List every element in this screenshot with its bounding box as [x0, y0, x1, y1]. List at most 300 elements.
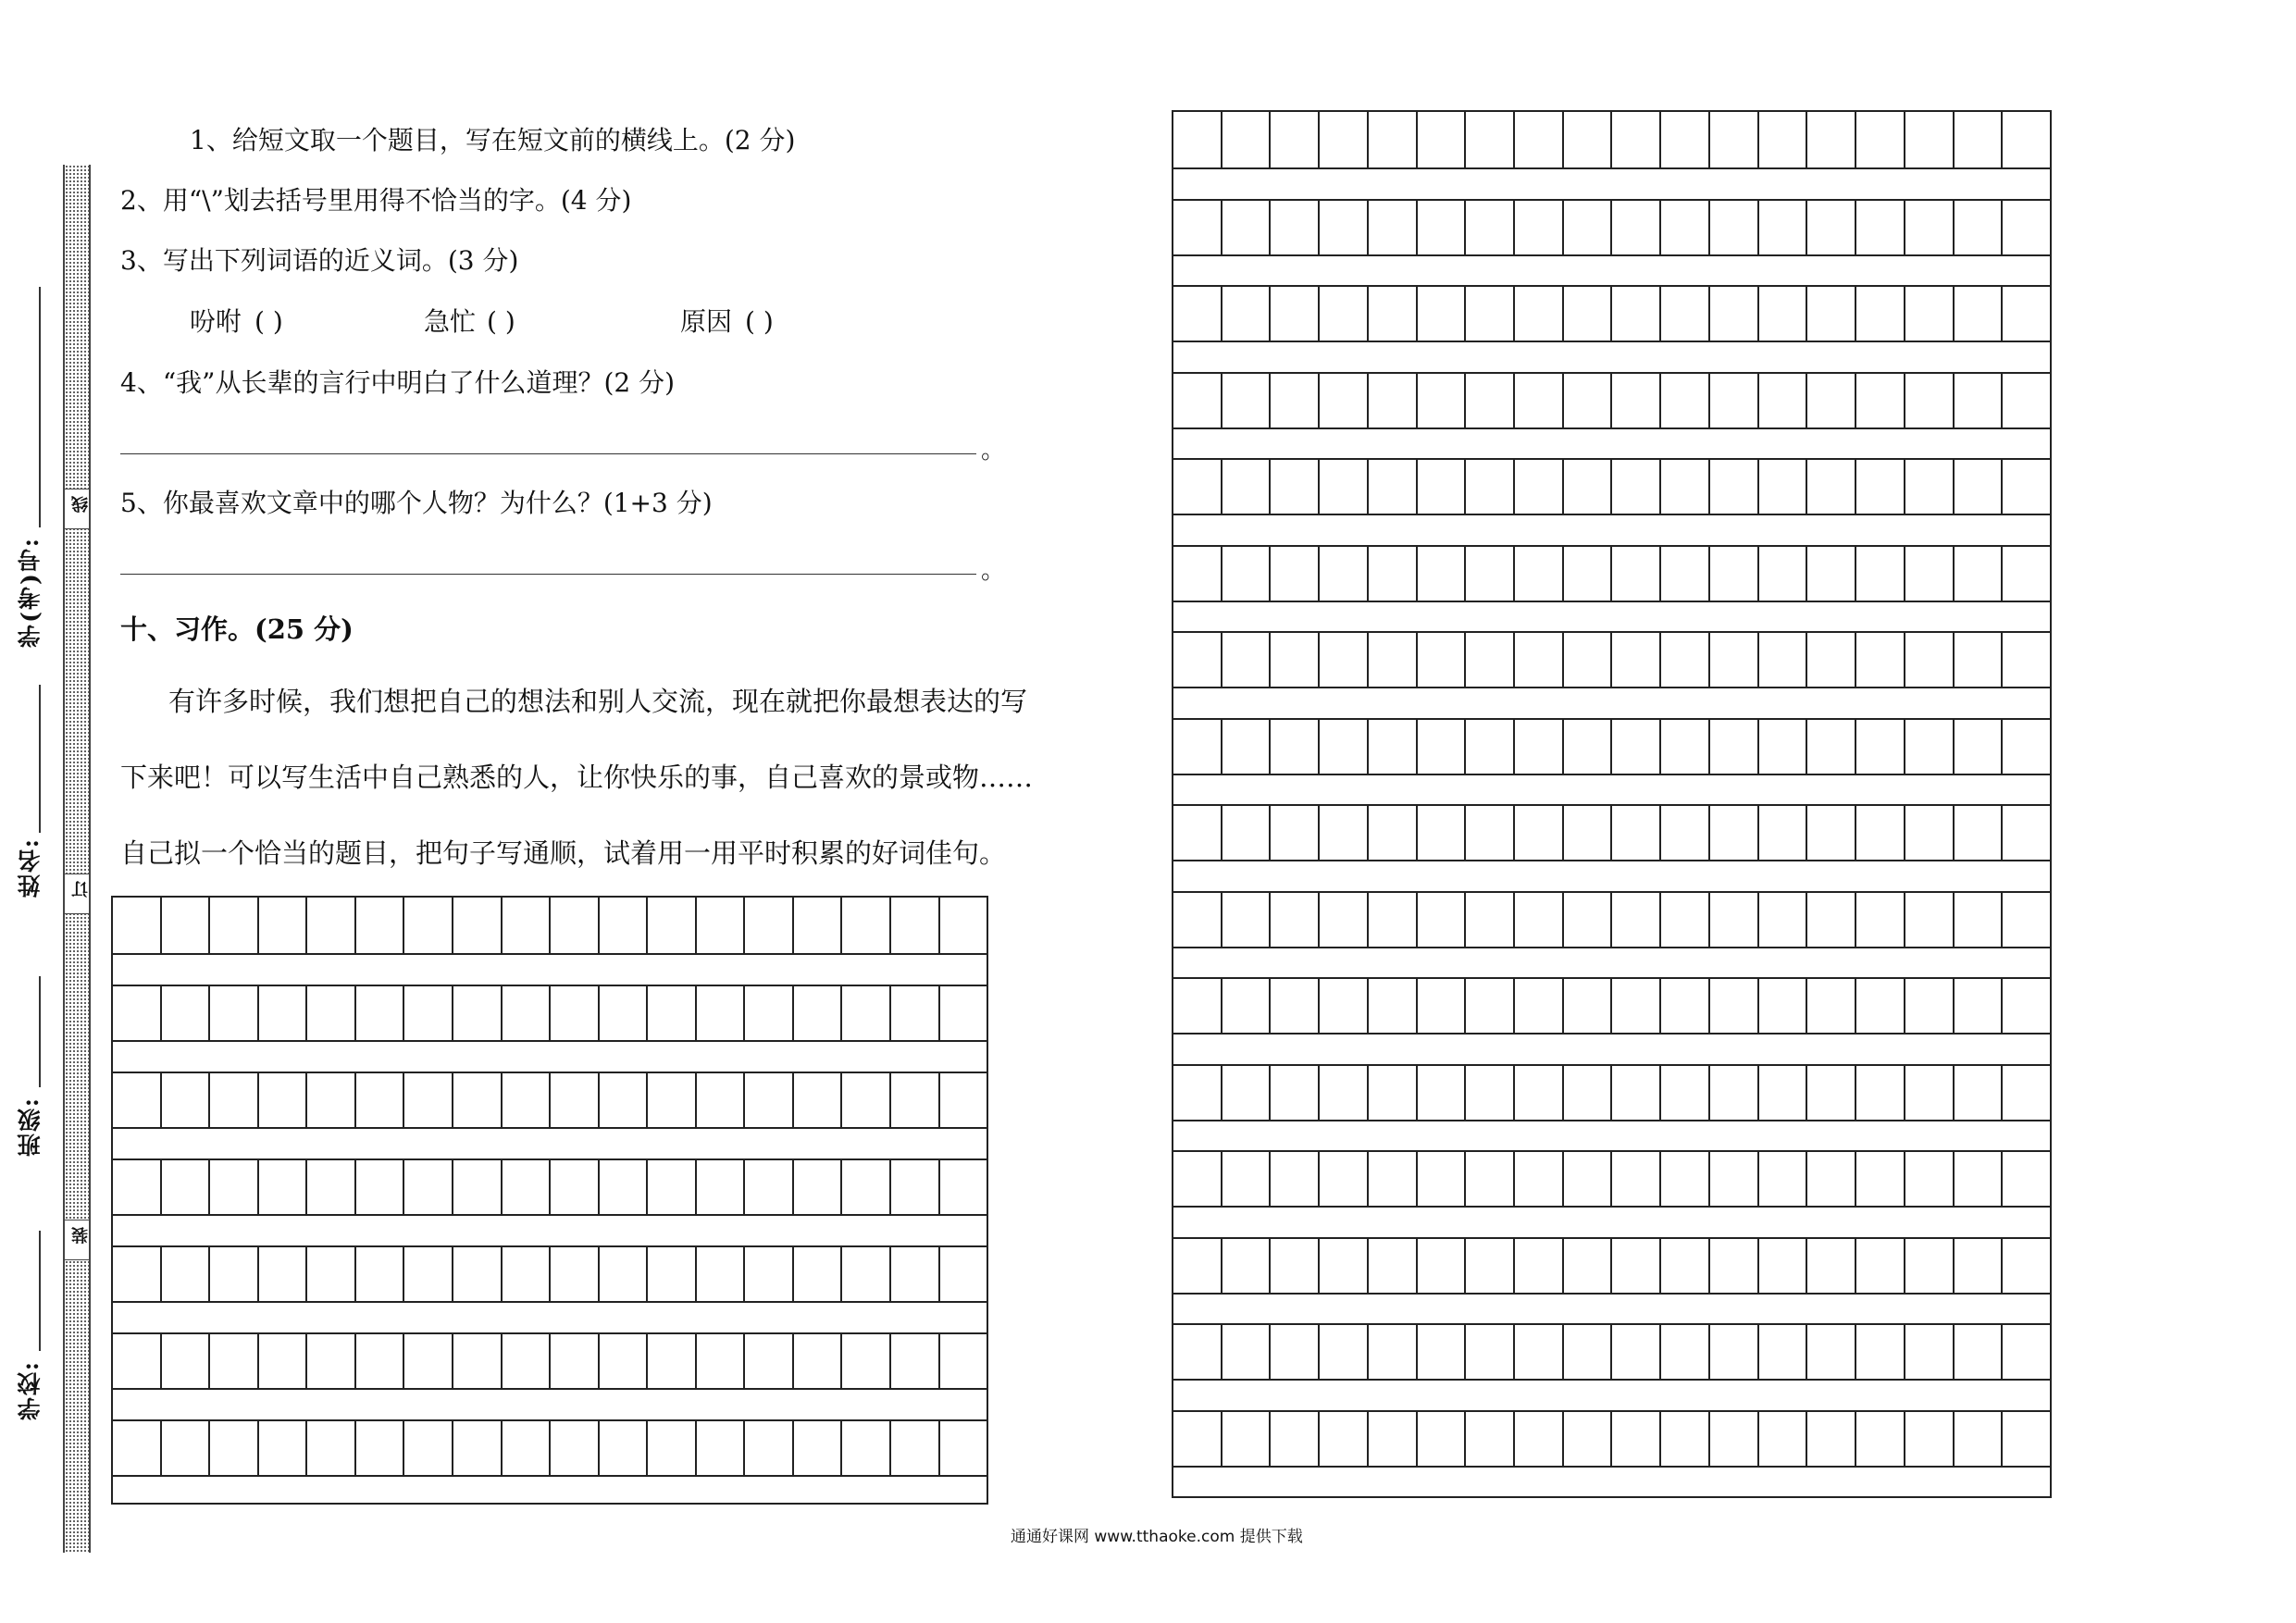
- grid-cell[interactable]: [1271, 806, 1320, 860]
- grid-cell[interactable]: [1515, 201, 1564, 254]
- grid-cell[interactable]: [1612, 1066, 1661, 1120]
- grid-cell[interactable]: [1564, 806, 1613, 860]
- grid-cell[interactable]: [891, 1421, 940, 1475]
- grid-cell[interactable]: [1173, 720, 1222, 774]
- grid-cell[interactable]: [1466, 547, 1515, 601]
- grid-cell[interactable]: [1612, 1412, 1661, 1466]
- grid-cell[interactable]: [1710, 374, 1759, 427]
- grid-cell[interactable]: [1564, 1066, 1613, 1120]
- grid-cell[interactable]: [1271, 1325, 1320, 1379]
- grid-cell[interactable]: [453, 986, 503, 1040]
- grid-cell[interactable]: [307, 1247, 356, 1301]
- grid-cell[interactable]: [1222, 1066, 1272, 1120]
- grid-cell[interactable]: [1564, 1325, 1613, 1379]
- grid-cell[interactable]: [453, 898, 503, 953]
- grid-cell[interactable]: [2003, 806, 2050, 860]
- grid-cell[interactable]: [1369, 287, 1418, 341]
- grid-cell[interactable]: [356, 1421, 405, 1475]
- grid-cell[interactable]: [1612, 633, 1661, 687]
- grid-cell[interactable]: [1955, 720, 2004, 774]
- grid-cell[interactable]: [1759, 1239, 1808, 1293]
- grid-cell[interactable]: [842, 1073, 891, 1127]
- grid-cell[interactable]: [2003, 287, 2050, 341]
- grid-cell[interactable]: [1905, 1412, 1955, 1466]
- grid-cell[interactable]: [600, 898, 649, 953]
- grid-cell[interactable]: [1466, 720, 1515, 774]
- grid-cell[interactable]: [1564, 720, 1613, 774]
- synonym-blank-2[interactable]: ( ): [487, 306, 515, 337]
- grid-cell[interactable]: [1807, 112, 1856, 167]
- grid-cell[interactable]: [1320, 893, 1369, 947]
- grid-cell[interactable]: [1955, 287, 2004, 341]
- grid-cell[interactable]: [1955, 112, 2004, 167]
- grid-cell[interactable]: [940, 1334, 987, 1388]
- grid-cell[interactable]: [1807, 806, 1856, 860]
- grid-cell[interactable]: [1955, 979, 2004, 1033]
- grid-cell[interactable]: [503, 1421, 552, 1475]
- grid-cell[interactable]: [1564, 979, 1613, 1033]
- grid-cell[interactable]: [1271, 201, 1320, 254]
- grid-cell[interactable]: [1173, 893, 1222, 947]
- grid-cell[interactable]: [1905, 979, 1955, 1033]
- grid-cell[interactable]: [1807, 633, 1856, 687]
- grid-cell[interactable]: [1271, 112, 1320, 167]
- grid-cell[interactable]: [697, 1247, 746, 1301]
- grid-cell[interactable]: [891, 898, 940, 953]
- grid-cell[interactable]: [794, 1334, 843, 1388]
- grid-cell[interactable]: [1173, 201, 1222, 254]
- grid-cell[interactable]: [1905, 720, 1955, 774]
- grid-cell[interactable]: [162, 1160, 211, 1214]
- grid-cell[interactable]: [453, 1247, 503, 1301]
- grid-cell[interactable]: [1759, 1412, 1808, 1466]
- grid-cell[interactable]: [1271, 1412, 1320, 1466]
- grid-cell[interactable]: [356, 1334, 405, 1388]
- grid-cell[interactable]: [1612, 1325, 1661, 1379]
- grid-cell[interactable]: [1564, 547, 1613, 601]
- grid-cell[interactable]: [551, 898, 600, 953]
- grid-cell[interactable]: [2003, 460, 2050, 514]
- grid-cell[interactable]: [697, 1421, 746, 1475]
- grid-cell[interactable]: [1466, 979, 1515, 1033]
- grid-cell[interactable]: [842, 1421, 891, 1475]
- grid-cell[interactable]: [842, 986, 891, 1040]
- writing-grid-right[interactable]: [1172, 110, 2052, 1498]
- grid-cell[interactable]: [1807, 1239, 1856, 1293]
- grid-cell[interactable]: [1710, 979, 1759, 1033]
- grid-cell[interactable]: [1173, 1239, 1222, 1293]
- grid-cell[interactable]: [1856, 893, 1905, 947]
- grid-cell[interactable]: [1807, 720, 1856, 774]
- grid-cell[interactable]: [1905, 460, 1955, 514]
- grid-cell[interactable]: [1661, 633, 1710, 687]
- grid-cell[interactable]: [1418, 1412, 1467, 1466]
- grid-cell[interactable]: [307, 1334, 356, 1388]
- grid-cell[interactable]: [1173, 547, 1222, 601]
- grid-cell[interactable]: [1807, 201, 1856, 254]
- grid-cell[interactable]: [1418, 460, 1467, 514]
- grid-cell[interactable]: [1466, 633, 1515, 687]
- grid-cell[interactable]: [1369, 720, 1418, 774]
- grid-cell[interactable]: [842, 1247, 891, 1301]
- grid-cell[interactable]: [745, 986, 794, 1040]
- grid-cell[interactable]: [1856, 979, 1905, 1033]
- grid-cell[interactable]: [697, 1160, 746, 1214]
- grid-cell[interactable]: [1807, 1152, 1856, 1206]
- grid-cell[interactable]: [551, 1160, 600, 1214]
- grid-cell[interactable]: [2003, 1066, 2050, 1120]
- grid-cell[interactable]: [1271, 1152, 1320, 1206]
- grid-cell[interactable]: [1271, 547, 1320, 601]
- grid-cell[interactable]: [1856, 1412, 1905, 1466]
- grid-cell[interactable]: [794, 1160, 843, 1214]
- grid-cell[interactable]: [1515, 893, 1564, 947]
- grid-cell[interactable]: [648, 1247, 697, 1301]
- grid-cell[interactable]: [1856, 460, 1905, 514]
- grid-cell[interactable]: [1759, 460, 1808, 514]
- grid-cell[interactable]: [1710, 1325, 1759, 1379]
- grid-cell[interactable]: [1661, 893, 1710, 947]
- grid-cell[interactable]: [1222, 1325, 1272, 1379]
- grid-cell[interactable]: [891, 1160, 940, 1214]
- grid-cell[interactable]: [794, 1073, 843, 1127]
- grid-cell[interactable]: [1905, 1152, 1955, 1206]
- grid-cell[interactable]: [2003, 1239, 2050, 1293]
- grid-cell[interactable]: [1320, 720, 1369, 774]
- grid-cell[interactable]: [648, 898, 697, 953]
- grid-cell[interactable]: [1320, 374, 1369, 427]
- grid-cell[interactable]: [940, 1247, 987, 1301]
- grid-cell[interactable]: [2003, 374, 2050, 427]
- grid-cell[interactable]: [891, 986, 940, 1040]
- grid-cell[interactable]: [745, 1160, 794, 1214]
- grid-cell[interactable]: [2003, 633, 2050, 687]
- grid-cell[interactable]: [1661, 112, 1710, 167]
- grid-cell[interactable]: [1369, 633, 1418, 687]
- grid-cell[interactable]: [1271, 374, 1320, 427]
- grid-cell[interactable]: [1856, 201, 1905, 254]
- grid-cell[interactable]: [1661, 1066, 1710, 1120]
- grid-cell[interactable]: [2003, 893, 2050, 947]
- grid-cell[interactable]: [307, 986, 356, 1040]
- grid-cell[interactable]: [1759, 201, 1808, 254]
- grid-cell[interactable]: [1612, 460, 1661, 514]
- synonym-blank-1[interactable]: ( ): [254, 306, 283, 337]
- grid-cell[interactable]: [503, 1160, 552, 1214]
- grid-cell[interactable]: [1905, 1239, 1955, 1293]
- grid-cell[interactable]: [1271, 287, 1320, 341]
- grid-cell[interactable]: [1515, 460, 1564, 514]
- grid-cell[interactable]: [1856, 547, 1905, 601]
- grid-cell[interactable]: [2003, 547, 2050, 601]
- grid-cell[interactable]: [1710, 547, 1759, 601]
- grid-cell[interactable]: [162, 1334, 211, 1388]
- grid-cell[interactable]: [1369, 112, 1418, 167]
- grid-cell[interactable]: [1905, 893, 1955, 947]
- answer-line-4[interactable]: [120, 453, 976, 454]
- grid-cell[interactable]: [1320, 806, 1369, 860]
- grid-cell[interactable]: [1905, 1066, 1955, 1120]
- grid-cell[interactable]: [1466, 201, 1515, 254]
- grid-cell[interactable]: [1222, 287, 1272, 341]
- grid-cell[interactable]: [1612, 287, 1661, 341]
- grid-cell[interactable]: [1173, 1152, 1222, 1206]
- grid-cell[interactable]: [453, 1073, 503, 1127]
- grid-cell[interactable]: [745, 898, 794, 953]
- grid-cell[interactable]: [113, 986, 162, 1040]
- grid-cell[interactable]: [1515, 374, 1564, 427]
- grid-cell[interactable]: [1320, 201, 1369, 254]
- grid-cell[interactable]: [2003, 1152, 2050, 1206]
- grid-cell[interactable]: [1759, 1325, 1808, 1379]
- grid-cell[interactable]: [503, 1247, 552, 1301]
- grid-cell[interactable]: [1955, 374, 2004, 427]
- grid-cell[interactable]: [356, 986, 405, 1040]
- grid-cell[interactable]: [1661, 806, 1710, 860]
- grid-cell[interactable]: [1856, 720, 1905, 774]
- grid-cell[interactable]: [1612, 893, 1661, 947]
- grid-cell[interactable]: [1661, 979, 1710, 1033]
- grid-cell[interactable]: [404, 1073, 453, 1127]
- grid-cell[interactable]: [648, 1073, 697, 1127]
- grid-cell[interactable]: [453, 1334, 503, 1388]
- grid-cell[interactable]: [1418, 720, 1467, 774]
- grid-cell[interactable]: [1418, 893, 1467, 947]
- grid-cell[interactable]: [1905, 1325, 1955, 1379]
- grid-cell[interactable]: [940, 986, 987, 1040]
- grid-cell[interactable]: [1856, 1239, 1905, 1293]
- grid-cell[interactable]: [842, 1160, 891, 1214]
- grid-cell[interactable]: [1320, 1412, 1369, 1466]
- grid-cell[interactable]: [1612, 720, 1661, 774]
- grid-cell[interactable]: [1173, 1066, 1222, 1120]
- grid-cell[interactable]: [940, 1073, 987, 1127]
- grid-cell[interactable]: [1759, 720, 1808, 774]
- grid-cell[interactable]: [1466, 460, 1515, 514]
- grid-cell[interactable]: [1320, 1066, 1369, 1120]
- grid-cell[interactable]: [1515, 720, 1564, 774]
- grid-cell[interactable]: [1222, 374, 1272, 427]
- grid-cell[interactable]: [1564, 201, 1613, 254]
- grid-cell[interactable]: [1612, 374, 1661, 427]
- grid-cell[interactable]: [1905, 806, 1955, 860]
- grid-cell[interactable]: [1564, 893, 1613, 947]
- grid-cell[interactable]: [503, 986, 552, 1040]
- grid-cell[interactable]: [1955, 633, 2004, 687]
- grid-cell[interactable]: [891, 1247, 940, 1301]
- grid-cell[interactable]: [1418, 1152, 1467, 1206]
- grid-cell[interactable]: [1807, 374, 1856, 427]
- grid-cell[interactable]: [1612, 201, 1661, 254]
- grid-cell[interactable]: [1710, 1066, 1759, 1120]
- grid-cell[interactable]: [1222, 201, 1272, 254]
- grid-cell[interactable]: [1564, 374, 1613, 427]
- grid-cell[interactable]: [648, 1421, 697, 1475]
- grid-cell[interactable]: [600, 1073, 649, 1127]
- grid-cell[interactable]: [1759, 633, 1808, 687]
- grid-cell[interactable]: [1807, 1066, 1856, 1120]
- grid-cell[interactable]: [1515, 112, 1564, 167]
- grid-cell[interactable]: [1661, 287, 1710, 341]
- grid-cell[interactable]: [1271, 979, 1320, 1033]
- grid-cell[interactable]: [404, 1160, 453, 1214]
- grid-cell[interactable]: [1515, 979, 1564, 1033]
- grid-cell[interactable]: [1955, 893, 2004, 947]
- grid-cell[interactable]: [1320, 460, 1369, 514]
- grid-cell[interactable]: [2003, 201, 2050, 254]
- grid-cell[interactable]: [891, 1334, 940, 1388]
- grid-cell[interactable]: [113, 1247, 162, 1301]
- grid-cell[interactable]: [1661, 1412, 1710, 1466]
- grid-cell[interactable]: [842, 1334, 891, 1388]
- grid-cell[interactable]: [1320, 1239, 1369, 1293]
- grid-cell[interactable]: [1661, 460, 1710, 514]
- grid-cell[interactable]: [307, 1073, 356, 1127]
- grid-cell[interactable]: [1515, 1412, 1564, 1466]
- grid-cell[interactable]: [1807, 460, 1856, 514]
- grid-cell[interactable]: [1515, 287, 1564, 341]
- grid-cell[interactable]: [113, 1160, 162, 1214]
- grid-cell[interactable]: [1271, 1239, 1320, 1293]
- grid-cell[interactable]: [600, 1247, 649, 1301]
- grid-cell[interactable]: [259, 1247, 308, 1301]
- grid-cell[interactable]: [697, 1334, 746, 1388]
- grid-cell[interactable]: [1173, 112, 1222, 167]
- grid-cell[interactable]: [1369, 1152, 1418, 1206]
- grid-cell[interactable]: [1418, 112, 1467, 167]
- grid-cell[interactable]: [1807, 979, 1856, 1033]
- grid-cell[interactable]: [210, 986, 259, 1040]
- grid-cell[interactable]: [1418, 201, 1467, 254]
- grid-cell[interactable]: [1564, 1412, 1613, 1466]
- grid-cell[interactable]: [1466, 374, 1515, 427]
- grid-cell[interactable]: [551, 1073, 600, 1127]
- grid-cell[interactable]: [210, 1421, 259, 1475]
- grid-cell[interactable]: [1173, 287, 1222, 341]
- grid-cell[interactable]: [1222, 633, 1272, 687]
- grid-cell[interactable]: [1369, 374, 1418, 427]
- grid-cell[interactable]: [259, 1160, 308, 1214]
- grid-cell[interactable]: [794, 898, 843, 953]
- grid-cell[interactable]: [1173, 979, 1222, 1033]
- grid-cell[interactable]: [1905, 112, 1955, 167]
- grid-cell[interactable]: [1955, 1239, 2004, 1293]
- grid-cell[interactable]: [210, 1247, 259, 1301]
- grid-cell[interactable]: [1856, 112, 1905, 167]
- grid-cell[interactable]: [210, 1073, 259, 1127]
- grid-cell[interactable]: [1955, 806, 2004, 860]
- grid-cell[interactable]: [404, 986, 453, 1040]
- grid-cell[interactable]: [1369, 1412, 1418, 1466]
- answer-line-5[interactable]: [120, 574, 976, 575]
- grid-cell[interactable]: [745, 1421, 794, 1475]
- grid-cell[interactable]: [940, 898, 987, 953]
- grid-cell[interactable]: [794, 1247, 843, 1301]
- grid-cell[interactable]: [1320, 1325, 1369, 1379]
- grid-cell[interactable]: [259, 1073, 308, 1127]
- grid-cell[interactable]: [1222, 1152, 1272, 1206]
- grid-cell[interactable]: [113, 898, 162, 953]
- grid-cell[interactable]: [1271, 720, 1320, 774]
- grid-cell[interactable]: [1466, 1152, 1515, 1206]
- grid-cell[interactable]: [697, 1073, 746, 1127]
- grid-cell[interactable]: [1271, 893, 1320, 947]
- grid-cell[interactable]: [404, 1334, 453, 1388]
- grid-cell[interactable]: [2003, 1325, 2050, 1379]
- grid-cell[interactable]: [162, 986, 211, 1040]
- grid-cell[interactable]: [1369, 893, 1418, 947]
- grid-cell[interactable]: [356, 1247, 405, 1301]
- grid-cell[interactable]: [1515, 806, 1564, 860]
- grid-cell[interactable]: [307, 1421, 356, 1475]
- grid-cell[interactable]: [1515, 1152, 1564, 1206]
- grid-cell[interactable]: [1905, 374, 1955, 427]
- grid-cell[interactable]: [503, 898, 552, 953]
- grid-cell[interactable]: [600, 1421, 649, 1475]
- grid-cell[interactable]: [259, 1421, 308, 1475]
- grid-cell[interactable]: [1222, 547, 1272, 601]
- grid-cell[interactable]: [1856, 374, 1905, 427]
- grid-cell[interactable]: [1710, 806, 1759, 860]
- grid-cell[interactable]: [1759, 1066, 1808, 1120]
- grid-cell[interactable]: [503, 1334, 552, 1388]
- grid-cell[interactable]: [1222, 1239, 1272, 1293]
- grid-cell[interactable]: [1661, 201, 1710, 254]
- grid-cell[interactable]: [697, 898, 746, 953]
- grid-cell[interactable]: [1466, 1239, 1515, 1293]
- grid-cell[interactable]: [2003, 1412, 2050, 1466]
- grid-cell[interactable]: [1320, 633, 1369, 687]
- grid-cell[interactable]: [1955, 547, 2004, 601]
- grid-cell[interactable]: [1759, 1152, 1808, 1206]
- grid-cell[interactable]: [1222, 893, 1272, 947]
- grid-cell[interactable]: [404, 898, 453, 953]
- grid-cell[interactable]: [404, 1421, 453, 1475]
- grid-cell[interactable]: [1955, 1412, 2004, 1466]
- grid-cell[interactable]: [1710, 1239, 1759, 1293]
- grid-cell[interactable]: [1418, 806, 1467, 860]
- grid-cell[interactable]: [1807, 1412, 1856, 1466]
- grid-cell[interactable]: [1369, 1066, 1418, 1120]
- grid-cell[interactable]: [1759, 112, 1808, 167]
- grid-cell[interactable]: [1661, 720, 1710, 774]
- grid-cell[interactable]: [1564, 1152, 1613, 1206]
- grid-cell[interactable]: [1710, 633, 1759, 687]
- grid-cell[interactable]: [259, 1334, 308, 1388]
- grid-cell[interactable]: [1418, 374, 1467, 427]
- grid-cell[interactable]: [697, 986, 746, 1040]
- grid-cell[interactable]: [1564, 1239, 1613, 1293]
- grid-cell[interactable]: [551, 1421, 600, 1475]
- grid-cell[interactable]: [745, 1334, 794, 1388]
- grid-cell[interactable]: [1807, 287, 1856, 341]
- grid-cell[interactable]: [1905, 201, 1955, 254]
- grid-cell[interactable]: [1320, 1152, 1369, 1206]
- grid-cell[interactable]: [162, 1073, 211, 1127]
- grid-cell[interactable]: [1564, 287, 1613, 341]
- grid-cell[interactable]: [1661, 1152, 1710, 1206]
- grid-cell[interactable]: [1515, 547, 1564, 601]
- grid-cell[interactable]: [1418, 979, 1467, 1033]
- grid-cell[interactable]: [1856, 287, 1905, 341]
- grid-cell[interactable]: [1369, 201, 1418, 254]
- grid-cell[interactable]: [1856, 1066, 1905, 1120]
- grid-cell[interactable]: [1905, 547, 1955, 601]
- grid-cell[interactable]: [1759, 893, 1808, 947]
- grid-cell[interactable]: [1466, 287, 1515, 341]
- grid-cell[interactable]: [1710, 1412, 1759, 1466]
- grid-cell[interactable]: [1856, 1152, 1905, 1206]
